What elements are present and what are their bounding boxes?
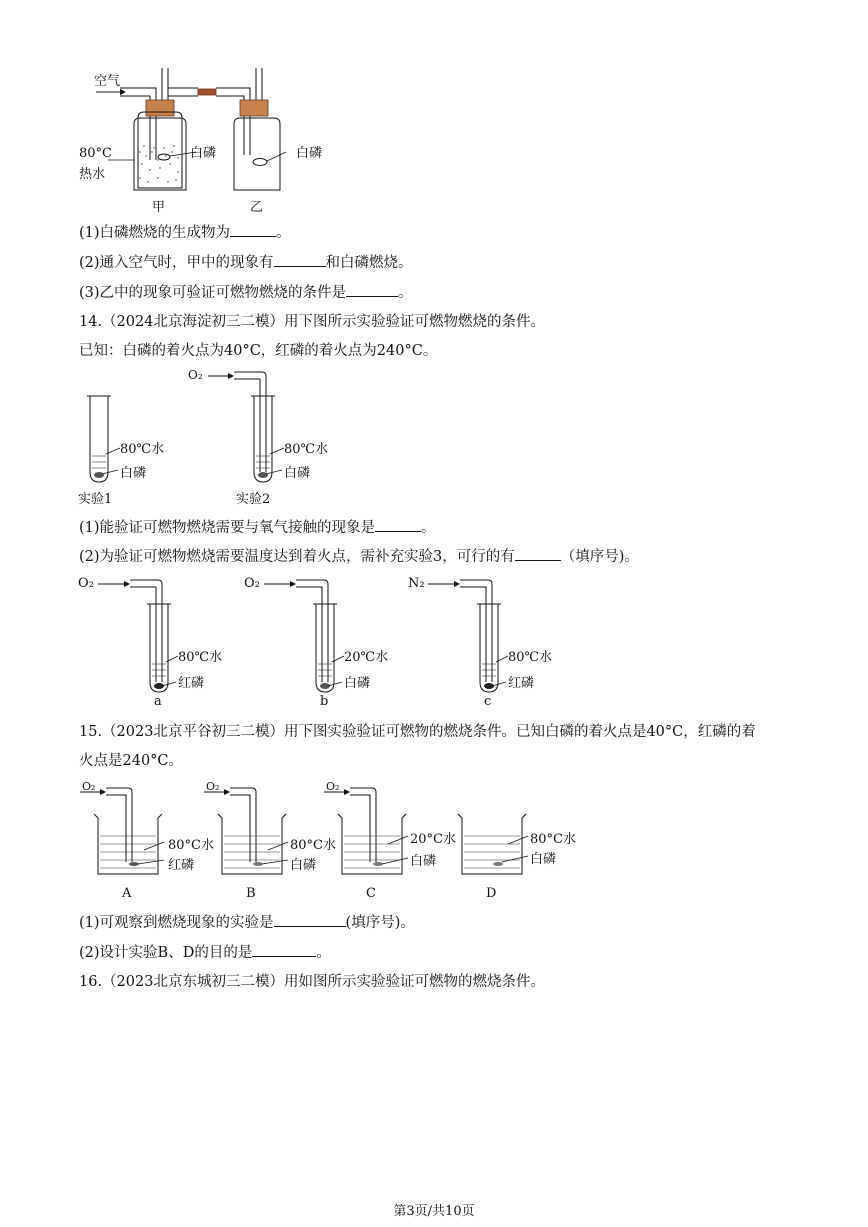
- tube-a-gas: O₂: [78, 576, 94, 591]
- page-footer: 第3页/共10页: [393, 1204, 475, 1219]
- beaker-b-id: B: [246, 886, 256, 901]
- tube-a-phosphorus: 红磷: [178, 676, 205, 691]
- jar-b-label: 乙: [250, 200, 264, 215]
- q15-sub1: (1)可观察到燃烧现象的实验是 (填序号)。: [79, 912, 415, 933]
- figure-14-options-drawing: [78, 574, 578, 714]
- tube-a-water: 80℃水: [178, 650, 223, 665]
- beaker-d-phosphorus: 白磷: [530, 852, 557, 867]
- figure-15: [78, 778, 598, 904]
- tube-c-phosphorus: 红磷: [508, 676, 535, 691]
- q15-title-line1: 15.（2023北京平谷初三二模）用下图实验验证可燃物的燃烧条件。已知白磷的着火点是40°C，红磷的着: [79, 724, 756, 740]
- beaker-a-water: 80°C水: [168, 838, 214, 853]
- q14-sub1: (1)能验证可燃物燃烧需要与氧气接触的现象是 。: [79, 517, 436, 538]
- figure-15-drawing: [78, 778, 598, 904]
- beaker-d-id: D: [486, 886, 497, 901]
- q14-sub2: (2)为验证可燃物燃烧需要温度达到着火点，需补充实验3，可行的有 （填序号)。: [79, 546, 639, 567]
- temp-label: 80°C: [79, 146, 112, 161]
- beaker-d-water: 80°C水: [530, 832, 576, 847]
- answer-blank[interactable]: [346, 282, 398, 297]
- tube-c-id: c: [484, 694, 492, 709]
- answer-blank[interactable]: [515, 546, 561, 561]
- tube-c-water: 80℃水: [508, 650, 553, 665]
- q15-sub2: (2)设计实验B、D的目的是 。: [79, 942, 331, 963]
- exp2-phosphorus-label: 白磷: [284, 466, 311, 481]
- answer-blank[interactable]: [252, 942, 316, 957]
- tube-c-gas: N₂: [408, 576, 425, 591]
- o2-label: O₂: [188, 368, 203, 382]
- air-label: 空气: [94, 74, 121, 89]
- beaker-c-gas: O₂: [326, 780, 340, 793]
- beaker-c-water: 20°C水: [410, 832, 456, 847]
- beaker-c-phosphorus: 白磷: [410, 854, 437, 869]
- exp1-water-label: 80℃水: [120, 442, 165, 457]
- answer-blank[interactable]: [230, 222, 276, 237]
- beaker-b-water: 80°C水: [290, 838, 336, 853]
- figure-13: [78, 60, 348, 215]
- tube-b-gas: O₂: [244, 576, 260, 591]
- q13-sub1: (1)白磷燃烧的生成物为 。: [79, 222, 291, 243]
- exp1-phosphorus-label: 白磷: [120, 466, 147, 481]
- white-phosphorus-label-b: 白磷: [296, 146, 323, 161]
- figure-14: [78, 368, 348, 508]
- white-phosphorus-label-a: 白磷: [190, 146, 217, 161]
- figure-14-options: [78, 574, 578, 714]
- tube-a-id: a: [154, 694, 162, 709]
- answer-blank[interactable]: [274, 912, 346, 927]
- tube-b-phosphorus: 白磷: [344, 676, 371, 691]
- answer-blank[interactable]: [375, 517, 421, 532]
- beaker-b-gas: O₂: [206, 780, 220, 793]
- answer-blank[interactable]: [274, 252, 326, 267]
- jar-a-label: 甲: [152, 200, 166, 215]
- beaker-a-phosphorus: 红磷: [168, 858, 195, 873]
- exp1-label: 实验1: [78, 492, 113, 507]
- exp2-label: 实验2: [236, 492, 271, 507]
- q13-sub2: (2)通入空气时，甲中的现象有 和白磷燃烧。: [79, 252, 413, 273]
- q14-title: 14.（2024北京海淀初三二模）用下图所示实验验证可燃物燃烧的条件。: [79, 314, 545, 330]
- q14-known: 已知：白磷的着火点为40°C，红磷的着火点为240°C。: [79, 343, 438, 359]
- tube-b-water: 20℃水: [344, 650, 389, 665]
- beaker-a-id: A: [122, 886, 132, 901]
- beaker-b-phosphorus: 白磷: [290, 858, 317, 873]
- q16-title: 16.（2023北京东城初三二模）用如图所示实验验证可燃物的燃烧条件。: [79, 974, 545, 990]
- beaker-c-id: C: [366, 886, 376, 901]
- q13-sub3: (3)乙中的现象可验证可燃物燃烧的条件是 。: [79, 282, 413, 303]
- q15-title-line2: 火点是240°C。: [79, 753, 184, 769]
- beaker-a-gas: O₂: [82, 780, 96, 793]
- hot-water-label: 热水: [79, 167, 106, 182]
- exp2-water-label: 80℃水: [284, 442, 329, 457]
- tube-b-id: b: [320, 694, 329, 709]
